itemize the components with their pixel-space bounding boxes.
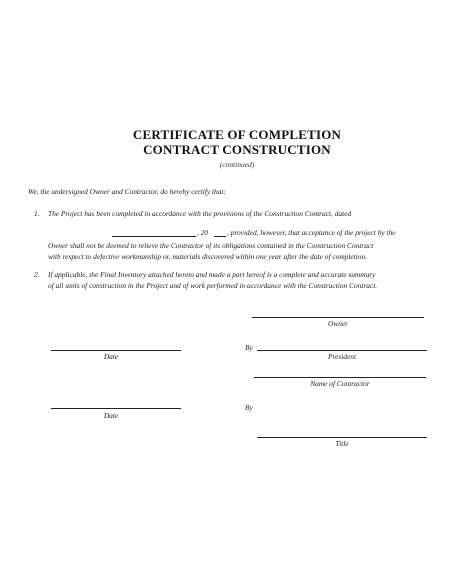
title-label: Title: [335, 439, 349, 448]
owner-signature-line: [252, 317, 424, 318]
item-1-number: 1.: [34, 209, 40, 218]
document-subtitle: CONTRACT CONSTRUCTION: [143, 142, 331, 157]
item-2-number: 2.: [34, 270, 40, 279]
item-2-line-1: If applicable, the Final Inventory attached hereto and made a part hereof is a complete and accurate summary: [48, 270, 376, 279]
item-1-line-1: The Project has been completed in accordance with the provisions of the Construction Contract, dated: [48, 209, 352, 218]
president-signature-line: [257, 350, 427, 351]
contract-year-blank: [214, 236, 226, 237]
date-label-1: Date: [103, 352, 119, 361]
contractor-name-line: [254, 377, 426, 378]
item-1-year-prefix: , 20: [197, 228, 209, 237]
contractor-name-label: Name of Contractor: [310, 379, 370, 388]
intro-statement: We, the undersigned Owner and Contractor, do hereby certify that:: [28, 187, 226, 196]
date-line-2: [51, 408, 181, 409]
continued-note: (continued): [219, 160, 255, 169]
title-signature-line: [257, 437, 427, 438]
owner-label: Owner: [327, 319, 349, 328]
date-label-2: Date: [103, 411, 119, 420]
item-2-line-2: of all units of construction in the Project and of work performed in accordance with the Construction Contract.: [48, 281, 378, 290]
by-label-2: By: [245, 403, 253, 412]
document-title: CERTIFICATE OF COMPLETION: [132, 127, 342, 142]
contract-date-blank: [112, 236, 196, 237]
president-label: President: [327, 352, 357, 361]
date-line-1: [51, 350, 181, 351]
item-1-line-4: with respect to defective workmanship or, materials discovered within one year after the date of completion.: [48, 252, 368, 261]
by-label-1: By: [245, 343, 253, 352]
item-1-line-2: , provided, however, that acceptance of the project by the: [227, 228, 396, 237]
item-1-line-3: Owner shall not be deemed to relieve the Contractor of its obligations contained in the Construction Contract: [48, 241, 374, 250]
